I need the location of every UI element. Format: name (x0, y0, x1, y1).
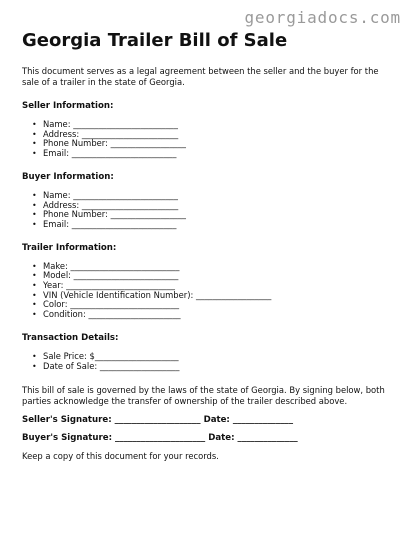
bullet-icon: • (32, 190, 37, 200)
trailer-make-field: • Make: __________________________ (32, 260, 180, 271)
bullet-icon: • (32, 281, 37, 291)
intro-paragraph: This document serves as a legal agreement between the seller and the buyer for the sale of a trailer in the state of Georgia. (22, 66, 379, 87)
watermark: georgiadocs.com (244, 8, 401, 27)
bullet-icon: • (32, 129, 37, 139)
bullet-icon: • (32, 310, 37, 320)
document-page (22, 30, 392, 462)
bullet-icon: • (32, 219, 37, 229)
bullet-icon: • (32, 149, 37, 159)
bullet-icon: • (32, 271, 37, 281)
seller-fields (22, 120, 392, 159)
bullet-icon: • (32, 261, 37, 271)
bullet-icon: • (32, 210, 37, 220)
trailer-vin-field: • VIN (Vehicle Identification Number): __________________ (32, 289, 272, 300)
sale-price-field: • Sale Price: $____________________ (32, 350, 179, 361)
bullet-icon: • (32, 300, 37, 310)
buyer-name-field: • Name: _________________________ (32, 189, 178, 200)
trailer-model-field: • Model: _________________________ (32, 270, 179, 281)
trailer-color-field: • Color: __________________________ (32, 299, 180, 310)
buyer-phone-field: • Phone Number: __________________ (32, 209, 186, 220)
bullet-icon: • (32, 351, 37, 361)
trailer-heading: Trailer Information: (22, 242, 117, 253)
seller-name-field: • Name: _________________________ (32, 119, 178, 129)
buyer-fields (22, 191, 392, 230)
buyer-email-field: • Email: _________________________ (32, 218, 177, 229)
document-title: Georgia Trailer Bill of Sale (22, 30, 288, 51)
trailer-condition-field: • Condition: ______________________ (32, 309, 181, 320)
buyer-signature-line: Buyer's Signature: _____________________ Date: ______________ (22, 433, 298, 444)
trailer-year-field: • Year: __________________________ (32, 280, 175, 291)
transaction-fields (22, 352, 392, 371)
footer-note: Keep a copy of this document for your records. (22, 451, 219, 462)
buyer-address-field: • Address: _______________________ (32, 199, 179, 210)
seller-email-field: • Email: _________________________ (32, 148, 177, 159)
bullet-icon: • (32, 200, 37, 210)
seller-phone-field: • Phone Number: __________________ (32, 138, 186, 149)
bullet-icon: • (32, 361, 37, 371)
transaction-heading: Transaction Details: (22, 332, 119, 343)
bullet-icon: • (32, 139, 37, 149)
bullet-icon: • (32, 290, 37, 300)
seller-address-field: • Address: _______________________ (32, 128, 179, 139)
seller-heading: Seller Information: (22, 101, 114, 111)
buyer-heading: Buyer Information: (22, 171, 114, 182)
trailer-fields (22, 262, 392, 320)
closing-paragraph: This bill of sale is governed by the laws of the state of Georgia. By signing below, both parties acknowledge the transfer of ownership of the trailer described above. (22, 385, 385, 407)
seller-signature-line: Seller's Signature: ____________________ Date: ______________ (22, 415, 294, 426)
bullet-icon: • (32, 120, 37, 129)
sale-date-field: • Date of Sale: ___________________ (32, 360, 180, 371)
